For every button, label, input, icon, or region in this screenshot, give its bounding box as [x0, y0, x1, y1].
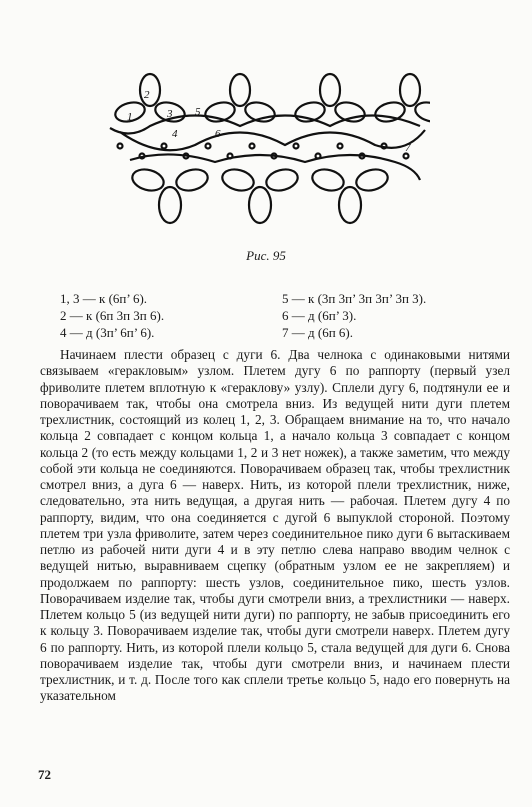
ring-left [293, 99, 327, 124]
ring-left [373, 99, 407, 124]
ring-left [310, 166, 346, 194]
figure-label-2: 2 [144, 89, 150, 101]
ring-bottom [159, 187, 181, 223]
legend-item: 7 — д (6п 6). [282, 325, 353, 340]
figure-label-4: 4 [172, 128, 178, 140]
ring-top [320, 74, 340, 106]
ring-right [174, 166, 210, 194]
legend-left [60, 290, 164, 341]
figure-label-3: 3 [167, 108, 173, 120]
figure-label-6: 6 [215, 128, 221, 140]
tatting-diagram [100, 60, 430, 240]
picot [404, 154, 409, 159]
picot [228, 154, 233, 159]
legend-item: 4 — д (3п’ 6п’ 6). [60, 325, 155, 340]
picot [338, 144, 343, 149]
legend-right [282, 290, 426, 341]
picot [316, 154, 321, 159]
ring-right [243, 99, 277, 124]
figure-label-1: 1 [127, 111, 133, 123]
ring-top [140, 74, 160, 106]
chain-top [110, 116, 420, 134]
body-text [40, 347, 510, 705]
ring-right [354, 166, 390, 194]
ring-top [400, 74, 420, 106]
tatting-pattern-figure [100, 60, 430, 240]
ring-left [220, 166, 256, 194]
legend-item: 5 — к (3п 3п’ 3п 3п’ 3п 3). [282, 291, 427, 306]
ring-left [203, 99, 237, 124]
legend-item: 6 — д (6п’ 3). [282, 308, 357, 323]
picot [162, 144, 167, 149]
ring-right [264, 166, 300, 194]
ring-bottom [249, 187, 271, 223]
picot [206, 144, 211, 149]
picot [118, 144, 123, 149]
body-paragraph: Начинаем плести образец с дуги 6. Два челнока с одинаковыми нитями связываем «геракловым» узлом. Плетем дугу 6 по раппорту (первый узел фриволите плетем вплотную к «гераклову» узлу). Сплели дугу 6, подтянули ее и поворачиваем так, чтобы она смотрела вниз. Из ведущей нити дуги плетем трехлистник, состоящий из колец 1, 2, 3. Обращаем внимание на то, что начало кольца 2 совпадает с концом кольца 1, а начало кольца 3 совпадает с концом кольца 2 (то есть между кольцами 1, 2 и 3 нет ножек), а также заметим, что между собой эти кольца не соединяются. Поворачиваем образец так, чтобы трехлистник смотрел вниз, а дуга 6 — наверх. Нить, из которой плели трехлистник, ниже, следовательно, эта нить ведущая, а другая нить — рабочая. Плетем дугу 4 по раппорту, видим, что она соединяется с дугой 6 выпуклой стороной. Поэтому плетем три узла фриволите, затем через соединительное пико дуги 6 вытаскиваем петлю из рабочей нити дуги 4 и в эту петлю слева направо вводим челнок с ведущей нитью, выравниваем сцепку (обратным узлом ее не закрепляем) и продолжаем по раппорту: шесть узлов, соединительное пико, шесть узлов. Поворачиваем изделие так, чтобы дуги смотрели вниз, а трехлистники — наверх. Плетем кольцо 5 (из ведущей нити дуги) по раппорту, не забыв присоединить его к кольцу 3. Поворачиваем изделие так, чтобы дуги смотрели наверх. Плетем дугу 6 по раппорту. Нить, из которой плели кольцо 5, стала ведущей для дуги 6. Снова поворачиваем изделие так, чтобы дуги смотрели вниз, и начинаем плести трехлистник, и т. д. После того как сплели третье кольцо 5, надо его повернуть на указательном [40, 347, 510, 704]
ring-left [130, 166, 166, 194]
ring-bottom [339, 187, 361, 223]
figure-label-5: 5 [195, 106, 201, 118]
legend-item: 2 — к (6п 3п 3п 6). [60, 308, 165, 323]
page-number: 72 [38, 767, 51, 782]
picot [250, 144, 255, 149]
figure-label-7: 7 [405, 142, 411, 154]
picot [294, 144, 299, 149]
legend-item: 1, 3 — к (6п’ 6). [60, 291, 148, 306]
ring-right [333, 99, 367, 124]
ring-top [230, 74, 250, 106]
figure-caption: Рис. 95 [246, 248, 286, 263]
picot [382, 144, 387, 149]
